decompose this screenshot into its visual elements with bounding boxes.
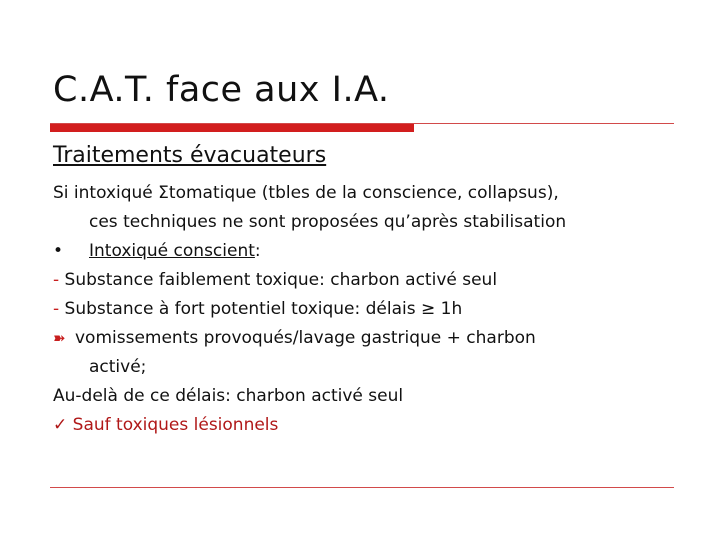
bullet-label: Intoxiqué conscient bbox=[89, 241, 255, 261]
item-vomiting bbox=[53, 324, 673, 353]
slide-body bbox=[53, 179, 673, 440]
item-lesional-toxics bbox=[53, 411, 673, 440]
item-strong-toxic-text: Substance à fort potentiel toxique: délais ≥ 1h bbox=[59, 299, 463, 319]
arrow-right-icon: ➽ bbox=[53, 329, 66, 347]
item-lesional-text: Sauf toxiques lésionnels bbox=[72, 415, 279, 435]
check-icon: ✓ bbox=[53, 415, 68, 435]
slide-title: C.A.T. face aux I.A. bbox=[53, 70, 390, 110]
item-strong-toxic bbox=[53, 295, 673, 324]
bullet-suffix: : bbox=[254, 241, 261, 261]
item-vomiting-continued: activé; bbox=[89, 357, 147, 377]
intro-line-2: ces techniques ne sont proposées qu’après stabilisation bbox=[89, 212, 567, 232]
item-vomiting-text: vomissements provoqués/lavage gastrique + charbon bbox=[75, 328, 536, 348]
section-subtitle: Traitements évacuateurs bbox=[53, 143, 327, 168]
item-weak-toxic bbox=[53, 266, 673, 295]
dash-icon: - bbox=[53, 299, 60, 319]
dash-icon: - bbox=[53, 270, 60, 290]
bullet-dot-icon: • bbox=[53, 241, 64, 261]
item-weak-toxic-text: Substance faiblement toxique: charbon activé seul bbox=[59, 270, 498, 290]
item-beyond-delay: Au-delà de ce délais: charbon activé seul bbox=[53, 386, 404, 406]
bullet-conscious bbox=[53, 237, 673, 266]
title-underline-thick bbox=[50, 124, 414, 132]
footer-rule bbox=[50, 487, 674, 488]
intro-line-1: Si intoxiqué Σtomatique (tbles de la conscience, collapsus), bbox=[53, 183, 559, 203]
